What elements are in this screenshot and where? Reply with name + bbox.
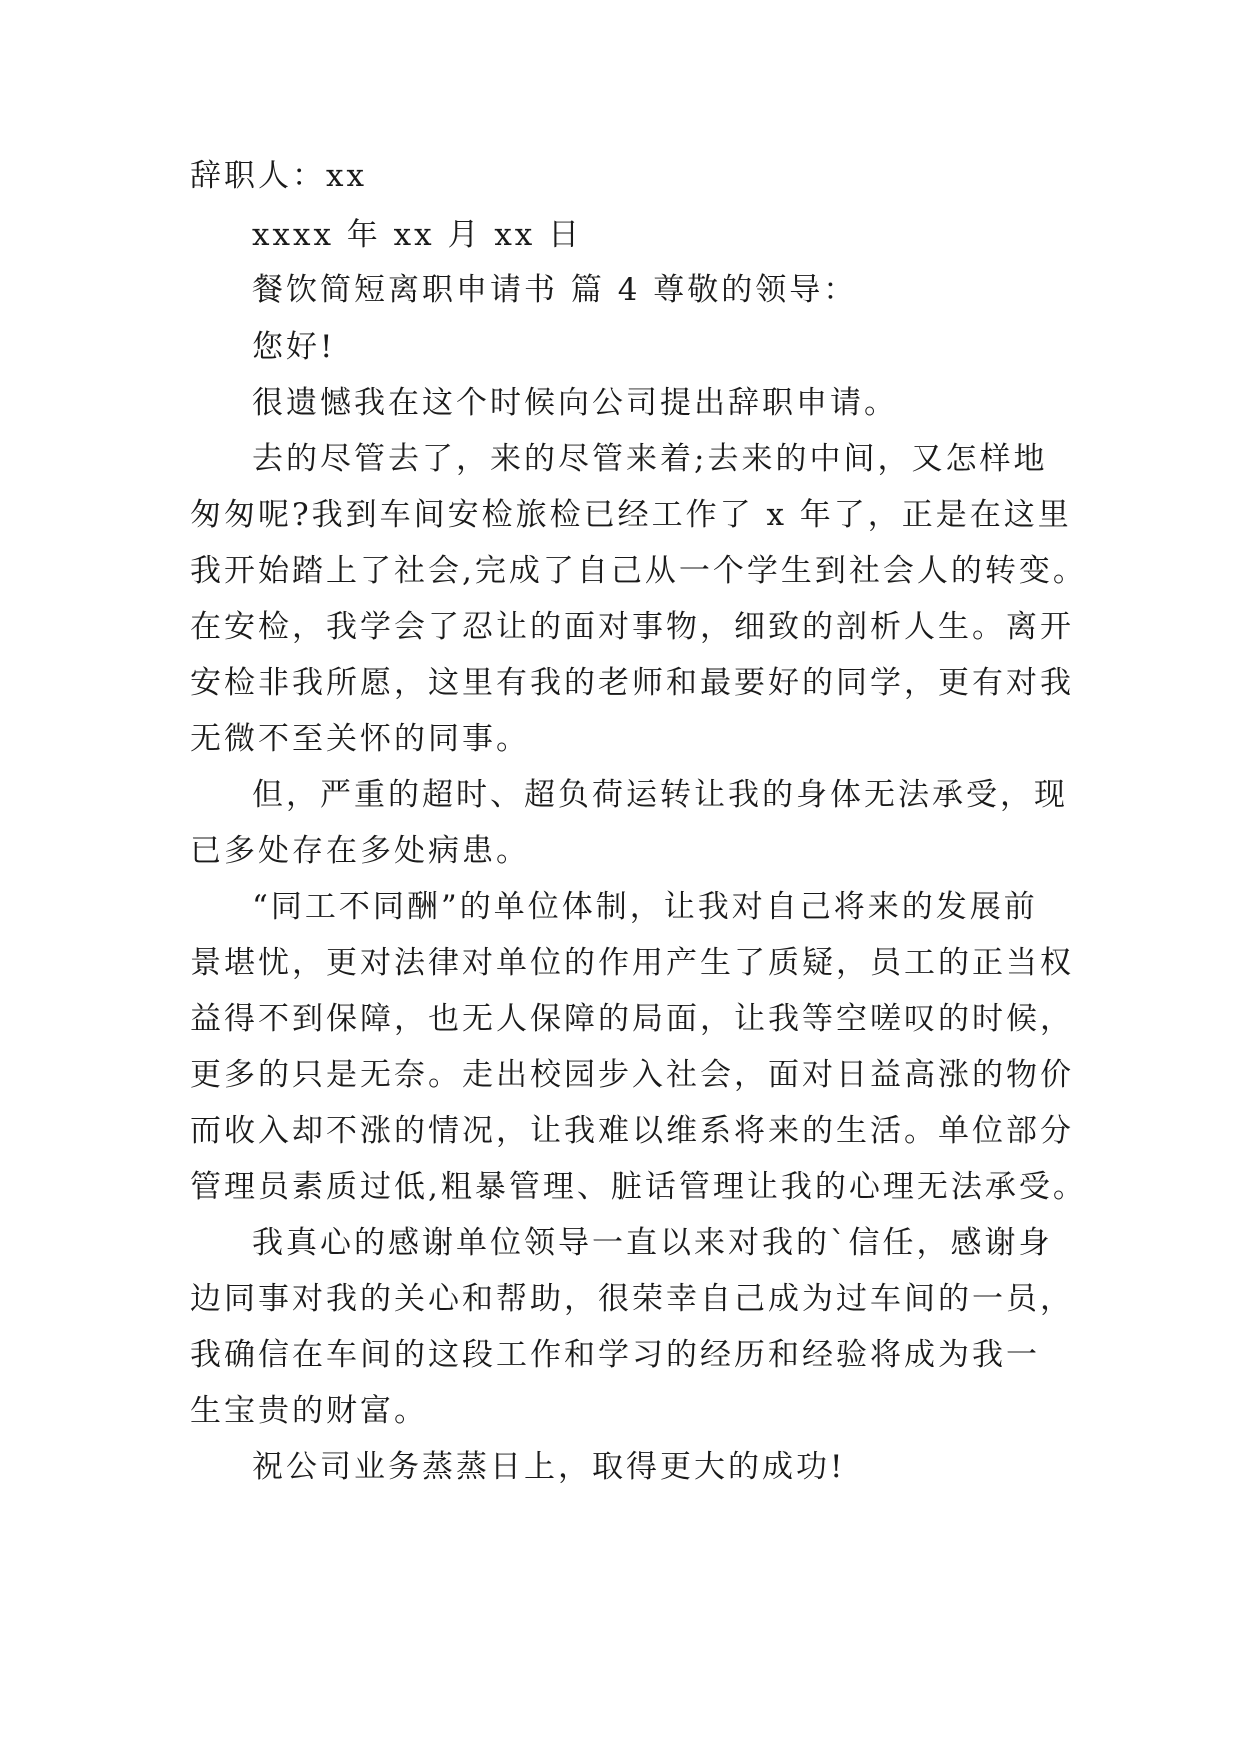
paragraph-line: 在安检，我学会了忍让的面对事物，细致的剖析人生。离开 (190, 609, 1074, 645)
paragraph-line: 安检非我所愿，这里有我的老师和最要好的同学，更有对我 (190, 665, 1074, 701)
date-line: xxxx 年 xx 月 xx 日 (252, 217, 583, 253)
paragraph-line: 益得不到保障，也无人保障的局面，让我等空嗟叹的时候， (190, 1001, 1074, 1037)
paragraph-line: 但，严重的超时、超负荷运转让我的身体无法承受，现 (252, 777, 1068, 813)
paragraph-line: 去的尽管去了，来的尽管来着;去来的中间，又怎样地 (252, 441, 1048, 477)
paragraph-line: 无微不至关怀的同事。 (190, 721, 530, 757)
closing-line: 祝公司业务蒸蒸日上，取得更大的成功! (252, 1449, 846, 1485)
paragraph-line: 我开始踏上了社会,完成了自己从一个学生到社会人的转变。 (190, 553, 1087, 589)
greeting-line: 您好! (252, 329, 336, 365)
paragraph-line: 而收入却不涨的情况，让我难以维系将来的生活。单位部分 (190, 1113, 1074, 1149)
paragraph-line: 我确信在车间的这段工作和学习的经历和经验将成为我一 (190, 1337, 1040, 1373)
paragraph-line: 生宝贵的财富。 (190, 1393, 428, 1429)
section-heading-line: 餐饮简短离职申请书 篇 4 尊敬的领导： (252, 272, 858, 308)
paragraph-line: 已多处存在多处病患。 (190, 833, 530, 869)
paragraph-line: 管理员素质过低,粗暴管理、脏话管理让我的心理无法承受。 (190, 1169, 1087, 1205)
paragraph-line: 更多的只是无奈。走出校园步入社会，面对日益高涨的物价 (190, 1057, 1074, 1093)
paragraph-line: 我真心的感谢单位领导一直以来对我的`信任，感谢身 (252, 1225, 1053, 1261)
paragraph-line: 边同事对我的关心和帮助，很荣幸自己成为过车间的一员， (190, 1281, 1074, 1317)
resigner-line: 辞职人：xx (190, 158, 367, 194)
paragraph-line: 景堪忧，更对法律对单位的作用产生了质疑，员工的正当权 (190, 945, 1074, 981)
paragraph-line: “同工不同酬”的单位体制，让我对自己将来的发展前 (252, 889, 1038, 925)
paragraph-line: 很遗憾我在这个时候向公司提出辞职申请。 (252, 385, 898, 421)
paragraph-line: 匆匆呢?我到车间安检旅检已经工作了 x 年了，正是在这里 (190, 497, 1072, 533)
